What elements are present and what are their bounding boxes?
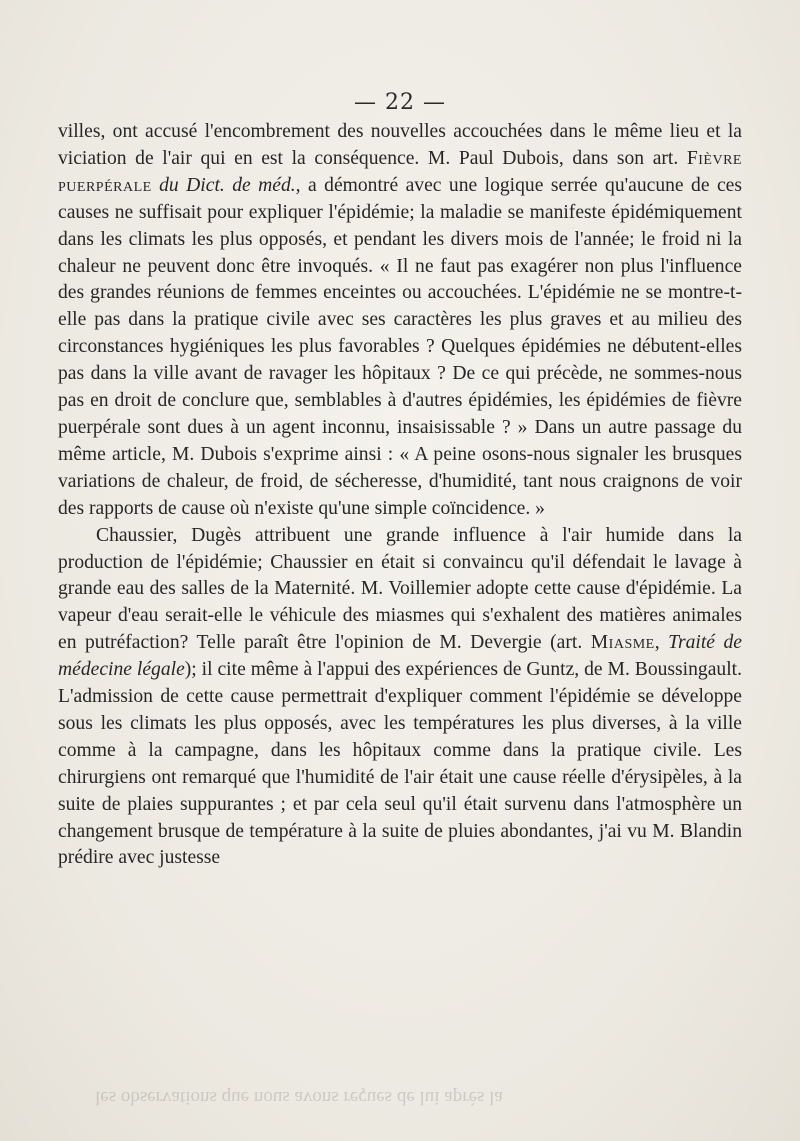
body-text [58, 119, 742, 872]
paragraph-1 [58, 119, 742, 523]
paragraph-2 [58, 523, 742, 873]
article-title-smallcaps: Fièvre puerpérale [58, 147, 742, 196]
paragraph-2-text: Chaussier, Dugès attribuent une grande influence à l'air humide dans la production de l'épidémie; Chaussier en était si convaincu qu'il défendait le lavage à grande eau des salles de la Maternité. M. Voillemier adopte cette cause d'épidémie. La vapeur d'eau serait-elle le véhicule des miasmes qui s'exhalent des matières animales en putréfaction? Telle paraît être l'opinion de M. Devergie (art. [58, 524, 742, 654]
paragraph-2-mid: , [654, 632, 669, 654]
paragraph-1-text: villes, ont accusé l'encombrement des nouvelles accouchées dans le même lieu et la viciation de l'air qui en est la conséquence. M. Paul Dubois, dans son art. [58, 121, 742, 169]
paragraph-2-rest: ); il cite même à l'appui des expériences de Guntz, de M. Boussingault. L'admission de cette cause permettrait d'expliquer comment l'épidémie se développe sous les climats les plus opposés, avec les températures les plus diverses, à la ville comme à la campagne, dans les hôpitaux comme dans la pratique civile. Les chirurgiens ont remarqué que l'humidité de l'air était une cause réelle d'érysipèles, à la suite de plaies suppurantes ; et par cela seul qu'il était survenu dans l'atmosphère un changement brusque de température à la suite de pluies abondantes, j'ai vu M. Blandin prédire avec justesse [58, 659, 742, 869]
traite-reference-italic: Traité de médecine légale [58, 632, 742, 681]
paragraph-1-rest: a démontré avec une logique serrée qu'aucune de ces causes ne suffisait pour expliquer l'épidémie; la maladie se manifeste épidémiquement dans les climats les plus opposés, et pendant les divers mois de l'année; le froid ni la chaleur ne peuvent donc être invoqués. « Il ne faut pas exagérer non plus l'influence des grandes réunions de femmes enceintes ou accouchées. L'épidémie ne se montre-t-elle pas dans la pratique civile avec ses caractères les plus graves et au milieu des circonstances hygiéniques les plus favorables ? Quelques épidémies ne débutent-elles pas dans la ville avant de ravager les hôpitaux ? De ce qui précède, ne sommes-nous pas en droit de conclure que, semblables à d'autres épidémies, les épidémies de fièvre puerpérale sont dues à un agent inconnu, insaisissable ? » Dans un autre passage du même article, M. Dubois s'exprime ainsi : « A peine osons-nous signaler les brusques variations de chaleur, de froid, de sécheresse, d'humidité, tant nous craignons de voir des rapports de cause où n'existe qu'une simple coïncidence. » [58, 174, 743, 519]
miasme-smallcaps: Miasme [590, 632, 655, 654]
dictionary-reference-italic: du Dict. de méd., [159, 174, 301, 196]
show-through-text: les observations que nous avons reçues de lui après la [95, 1087, 503, 1108]
paragraph-1-mid [152, 175, 159, 196]
page-number: — 22 — [354, 90, 446, 115]
